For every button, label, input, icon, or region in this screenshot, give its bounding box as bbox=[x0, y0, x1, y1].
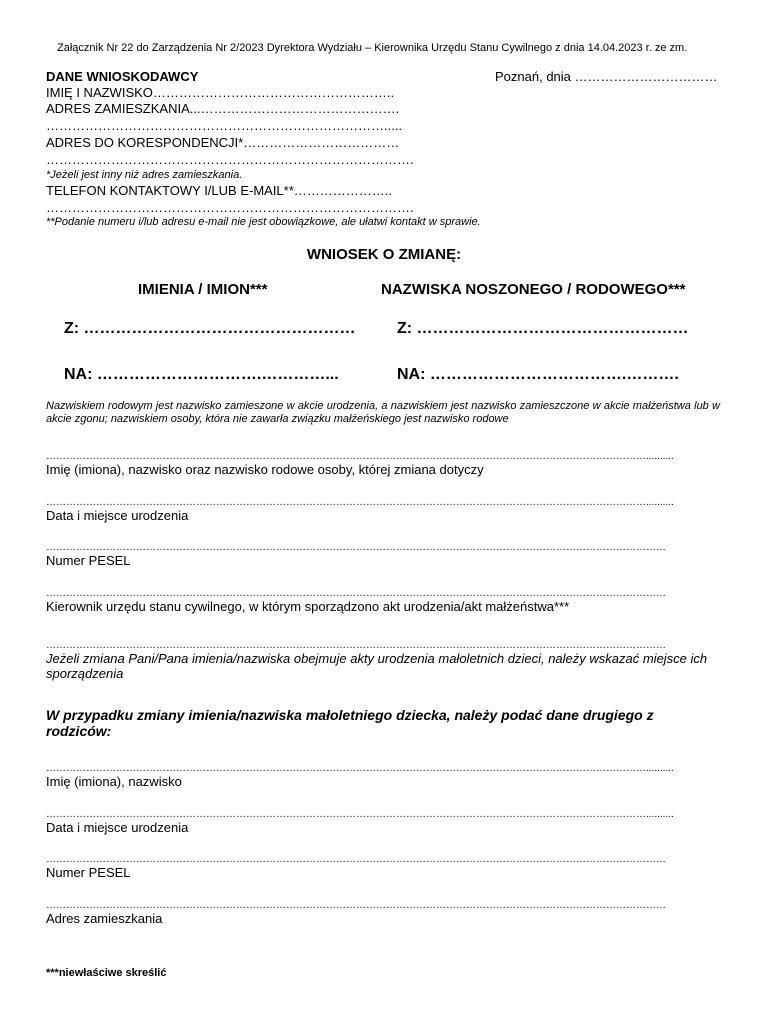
parent-name-dots[interactable]: ……………………………………………………………………………………………………………………………………………………………….......... bbox=[46, 763, 674, 774]
parent-address-dots[interactable]: …………………………………………………………………………………………………………………………………………………………………… bbox=[46, 900, 666, 911]
parent-pesel-label: Numer PESEL bbox=[46, 865, 131, 880]
correspondence-continuation-field[interactable]: …………………………………………………………………………. bbox=[46, 152, 414, 167]
surname-to-field[interactable]: NA: ……………………………….………. bbox=[397, 366, 679, 383]
phone-note: **Podanie numeru i/lub adresu e-mail nie jest obowiązkowe, ale ułatwi kontakt w sprawie. bbox=[46, 216, 481, 228]
parent-birth-dots[interactable]: ……………………………………………………………………………………………………………………………………………………………….......... bbox=[46, 809, 674, 820]
parent-birth-label: Data i miejsce urodzenia bbox=[46, 820, 189, 835]
address-field[interactable]: ADRES ZAMIESZKANIA...………………………………………. bbox=[46, 101, 400, 116]
place-date-field[interactable]: Poznań, dnia …………………………… bbox=[495, 69, 718, 84]
registrar-dots[interactable]: …………………………………………………………………………………………………………………………………………………………………… bbox=[46, 588, 666, 599]
parent-pesel-dots[interactable]: …………………………………………………………………………………………………………………………………………………………………… bbox=[46, 854, 666, 865]
parent-address-label: Adres zamieszkania bbox=[46, 911, 163, 926]
footer-note: ***niewłaściwe skreślić bbox=[46, 967, 167, 979]
first-name-to-field[interactable]: NA: ………………………….…………... bbox=[64, 366, 339, 383]
birth-date-place-label: Data i miejsce urodzenia bbox=[46, 508, 189, 523]
surname-column-heading: NAZWISKA NOSZONEGO / RODOWEGO*** bbox=[381, 281, 686, 298]
name-field[interactable]: IMIĘ I NAZWISKO……………………………………………….. bbox=[46, 85, 395, 100]
request-title: WNIOSEK O ZMIANĘ: bbox=[306, 246, 462, 263]
pesel-label: Numer PESEL bbox=[46, 553, 131, 568]
correspondence-field[interactable]: ADRES DO KORESPONDENCJI*……………………………… bbox=[46, 135, 400, 150]
first-name-column-heading: IMIENIA / IMION*** bbox=[138, 281, 268, 298]
header-note: Załącznik Nr 22 do Zarządzenia Nr 2/2023 Dyrektora Wydziału – Kierownika Urzędu Stanu Cywilnego z dnia 14.04.2023 r. ze zm. bbox=[57, 42, 688, 54]
children-acts-label: Jeżeli zmiana Pani/Pana imienia/nazwiska obejmuje akty urodzenia małoletnich dzieci, należy wskazać miejsce ich sporządzenia bbox=[46, 651, 708, 681]
surname-explanation: Nazwiskiem rodowym jest nazwisko zamieszone w akcie urodzenia, a nazwiskiem jest nazwisko zamieszczone w akcie małżeństwa lub w akcie zgonu; nazwiskiem osoby, która nie zawarła związku małżeńskiego jest nazwisko rodowe bbox=[46, 400, 720, 425]
address-continuation-field[interactable]: ……………………………………………………………………..... bbox=[46, 118, 403, 133]
applicant-heading: DANE WNIOSKODAWCY bbox=[46, 69, 199, 84]
birth-date-place-dots[interactable]: ……………………………………………………………………………………………………………………………………………………………….......... bbox=[46, 497, 674, 508]
phone-email-continuation-field[interactable]: …………………………………………………………………………. bbox=[46, 200, 414, 215]
second-parent-heading: W przypadku zmiany imienia/nazwiska małoletniego dziecka, należy podać dane drugiego z rodziców: bbox=[46, 707, 654, 739]
person-name-label: Imię (imiona), nazwisko oraz nazwisko rodowe osoby, której zmiana dotyczy bbox=[46, 462, 484, 477]
surname-from-field[interactable]: Z: …………………………………………… bbox=[397, 320, 689, 337]
pesel-dots[interactable]: …………………………………………………………………………………………………………………………………………………………………… bbox=[46, 542, 666, 553]
first-name-from-field[interactable]: Z: …………………………………………… bbox=[64, 320, 356, 337]
person-name-dots[interactable]: ……………………………………………………………………………………………………………………………………………………………….......... bbox=[46, 451, 674, 462]
children-acts-dots[interactable]: …………………………………………………………………………………………………………………………………………………………………… bbox=[46, 640, 666, 651]
registrar-label: Kierownik urzędu stanu cywilnego, w którym sporządzono akt urodzenia/akt małżeństwa*** bbox=[46, 599, 570, 614]
correspondence-note: *Jeżeli jest inny niż adres zamieszkania. bbox=[46, 169, 243, 181]
parent-name-label: Imię (imiona), nazwisko bbox=[46, 774, 182, 789]
phone-email-field[interactable]: TELEFON KONTAKTOWY I/LUB E-MAIL**………………….. bbox=[46, 183, 392, 198]
